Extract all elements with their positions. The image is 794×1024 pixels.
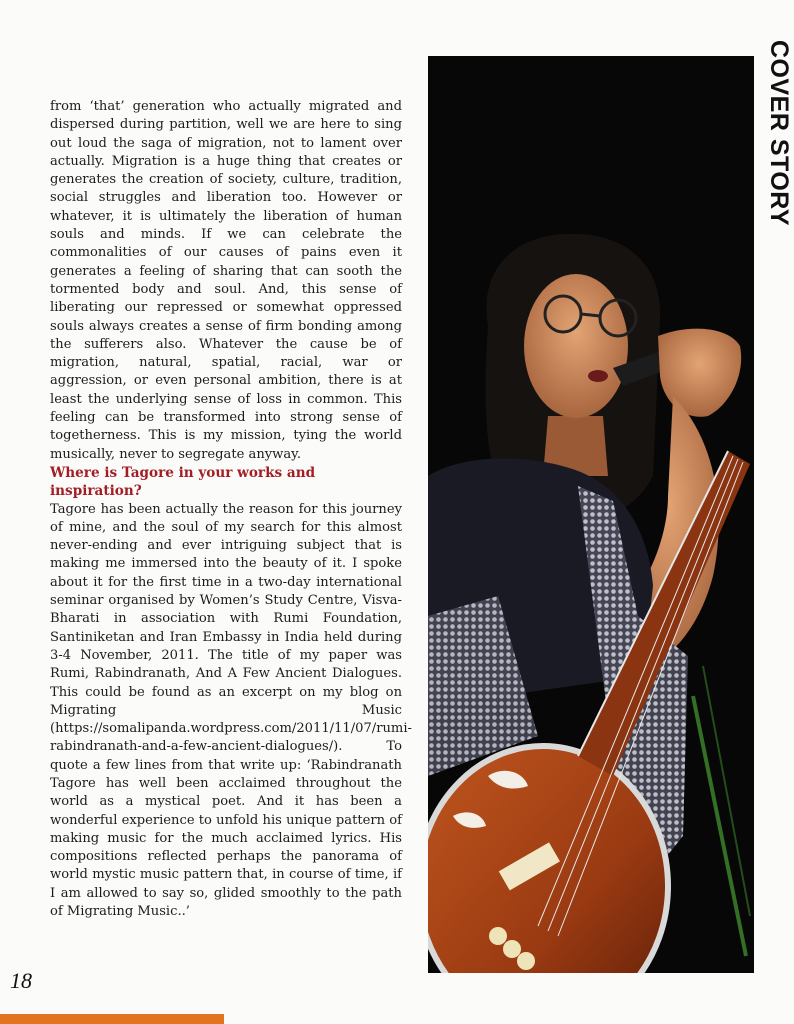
article-paragraph: from ‘that’ generation who actually migrated and dispersed during partition, well we are here to sing out loud the saga of migration, not to lament over actually. Migration is a huge thing that creates or generates the creation of society, culture, tradition, social struggles and liberation too. However or whatever, it is ultimately the liberation of human souls and minds. If we can celebrate the commonalities of our causes of pains even it generates a feeling of sharing that can sooth the tormented body and soul. And, this sense of liberating our repressed or somewhat oppressed souls always creates a sense of firm bonding among the sufferers also. Whatever the cause be of migration, natural, spatial, racial, war or aggression, or even personal ambition, there is at least the underlying sense of loss in common. This feeling can be transformed into strong sense of togetherness. This is my mission, tying the world musically, never to segregate anyway. [50, 99, 402, 462]
footer-accent-bar [0, 1014, 224, 1024]
interview-question: Where is Tagore in your works and inspiration? [50, 464, 316, 500]
singer-photo [428, 56, 754, 973]
singer-with-instrument-illustration [428, 56, 754, 973]
page-number: 18 [10, 968, 32, 993]
section-label: COVER STORY [765, 40, 793, 227]
article-paragraph: Tagore has been actually the reason for this journey of mine, and the soul of my search for this almost never-ending and ever intriguing subject that is making me immersed into the beauty of it. I spoke about it for the first time in a two-day international seminar organised by Women’s Study Centre, Visva-Bharati in association with Rumi Foundation, Santiniketan and Iran Embassy in India held during 3-4 November, 2011. The title of my paper was Rumi, Rabindranath, And A Few Ancient Dialogues. This could be found as an excerpt on my blog on Migrating Music (https://somalipanda.wordpress.com/2011/11/07/rumi-rabindranath-and-a-few-ancient-dialogues/). To quote a few lines from that write up: ‘Rabindranath Tagore has well been acclaimed throughout the world as a mystical poet. And it has been a wonderful experience to unfold his unique pattern of making music for the much acclaimed lyrics. His compositions reflected perhaps the panorama of world mystic music pattern that, in course of time, if I am allowed to say so, glided smoothly to the path of Migrating Music..’ [50, 501, 412, 920]
article-body [50, 98, 412, 921]
